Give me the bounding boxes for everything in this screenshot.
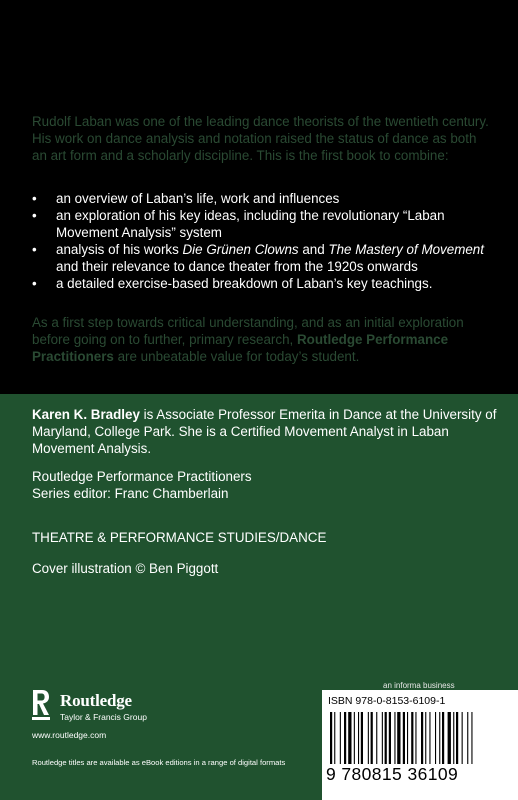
barcode-digits: 9 780815 36109 <box>326 764 459 784</box>
informa-tagline: an informa business <box>383 681 455 690</box>
closing-text: As a first step towards critical understanding, and as an initial exploration before going on to further, primary research, <box>32 315 464 347</box>
publisher-group: Taylor & Francis Group <box>60 712 147 722</box>
subject-category: THEATRE & PERFORMANCE STUDIES/DANCE <box>32 530 327 545</box>
publisher-url: www.routledge.com <box>32 730 107 740</box>
feature-item <box>32 241 494 275</box>
series-info <box>32 468 472 502</box>
feature-item <box>32 207 494 241</box>
feature-item <box>32 275 494 292</box>
feature-item <box>32 190 494 207</box>
bullet-icon: • <box>32 208 37 223</box>
author-bio <box>32 406 498 457</box>
bullet-icon: • <box>32 276 37 291</box>
feature-text: an exploration of his key ideas, including the revolutionary “Laban Movement Analysis” system <box>56 208 445 240</box>
publisher-name: Routledge <box>60 691 132 710</box>
barcode-panel <box>322 690 518 800</box>
series-name: Routledge Performance Practitioners <box>32 469 252 484</box>
ebook-note: Routledge titles are available as eBook editions in a range of digital formats <box>32 758 286 767</box>
bullet-icon: • <box>32 191 37 206</box>
feature-text: and <box>298 242 329 257</box>
feature-list <box>32 190 494 292</box>
feature-text: an overview of Laban’s life, work and influences <box>56 191 340 206</box>
series-name-bold: Routledge Performance Practitioners <box>32 332 449 364</box>
author-bio-text: is Associate Professor Emerita in Dance at the University of Maryland, College Park. She is a Certified Movement Analyst in Laban Movement Analysis. <box>32 407 497 456</box>
feature-text: analysis of his works <box>56 242 183 257</box>
closing-paragraph <box>32 314 494 365</box>
feature-text: and their relevance to dance theater from the 1920s onwards <box>56 259 418 274</box>
cover-credit: Cover illustration © Ben Piggott <box>32 561 219 576</box>
routledge-logo <box>30 688 210 728</box>
series-editor: Series editor: Franc Chamberlain <box>32 486 229 501</box>
intro-paragraph: Rudolf Laban was one of the leading dance theorists of the twentieth century. His work on dance analysis and notation raised the status of dance as both an art form and a scholarly discipline. This is the first book to combine: <box>32 114 489 163</box>
author-name: Karen K. Bradley <box>32 407 140 422</box>
work-title: Die Grünen Clowns <box>182 242 299 257</box>
closing-end: are unbeatable value for today’s student. <box>113 349 360 364</box>
isbn-label: ISBN 978-0-8153-6109-1 <box>328 695 446 707</box>
work-title: The Mastery of Movement <box>328 242 484 257</box>
routledge-mark-icon <box>30 688 52 722</box>
barcode-bars <box>328 712 512 764</box>
bullet-icon: • <box>32 242 37 257</box>
feature-text: a detailed exercise-based breakdown of Laban’s key teachings. <box>56 276 433 291</box>
